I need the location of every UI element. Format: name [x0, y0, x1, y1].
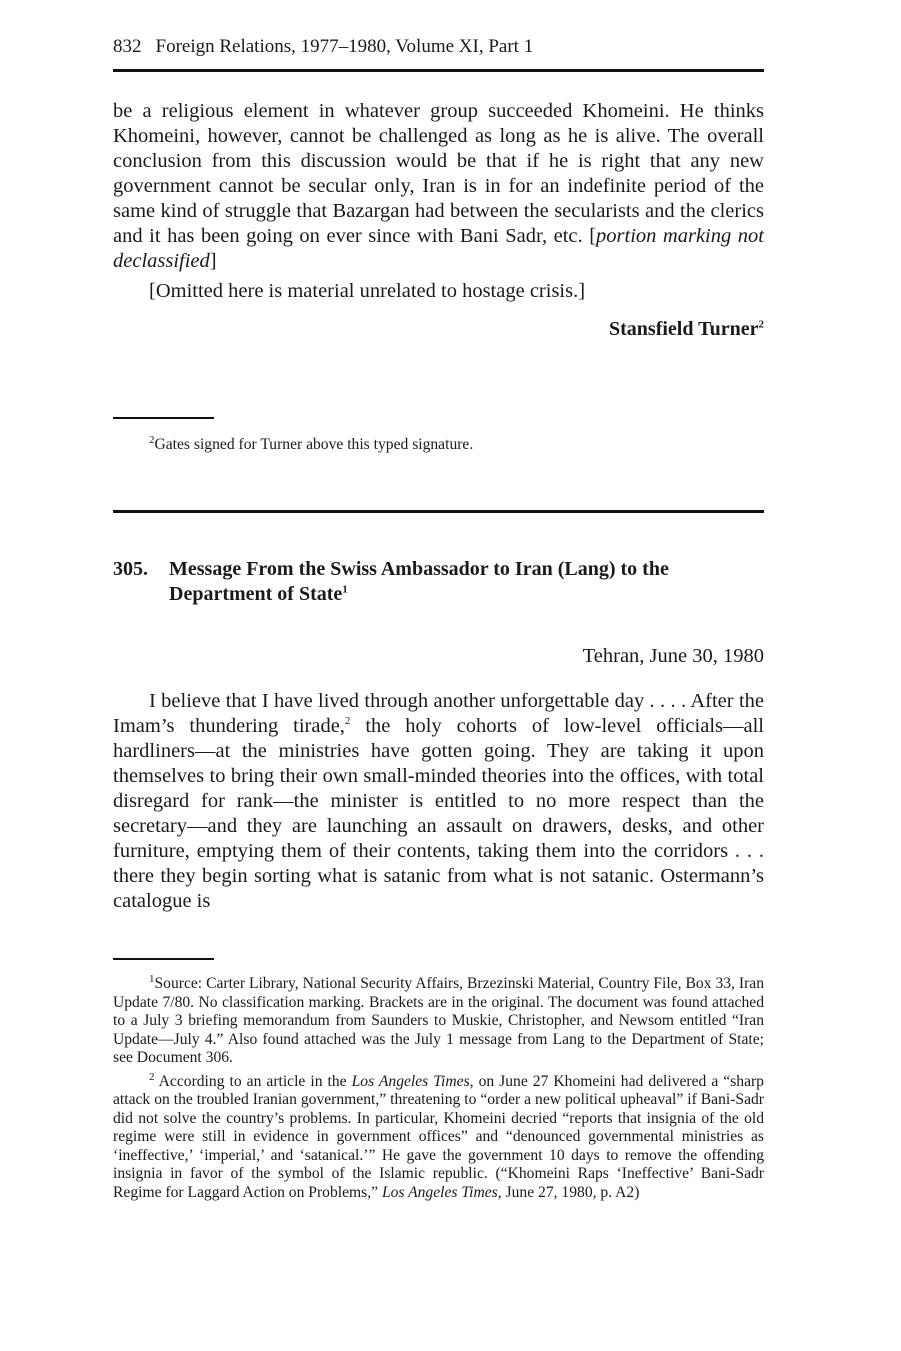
signature-footnote-ref[interactable]: 2: [758, 318, 764, 331]
title-footnote-ref[interactable]: 1: [342, 583, 348, 596]
document-heading: [113, 557, 764, 607]
dateline: Tehran, June 30, 1980: [582, 645, 764, 667]
footnote-1: $^1$Source: Carter Library, National Security Affairs, Brzezinski Material, Country File, Box 33, Iran Update 7/80. No classification marking. Brackets are in the original. The document was found attached to a July 3 briefing memorandum from Saunders to Muskie, Christopher, and Newsom entitled “Iran Update—July 4.” Also found attached was the July 1 message from Lang to the Department of State; see Document 306.: [113, 972, 764, 1066]
header-rule: [113, 69, 764, 72]
document-paragraph: I believe that I have lived through another unforgettable day . . . . After the Imam’s thundering tirade,$^2$ the holy cohorts of low-level officials—all hardliners—at the ministries have gotten going. They are taking it upon themselves to bring their own small-minded theories into the offices, with total disregard for rank—the minister is entitled to no more respect than the secretary—and they are launching an assault on drawers, desks, and other furniture, emptying them of their contents, taking them into the corridors . . . there they begin sorting what is satanic from what is not satanic. Ostermann’s catalogue is: [113, 690, 764, 912]
signature: Stansfield Turner$^2$: [609, 318, 764, 340]
footnote: $^2$Gates signed for Turner above this typed signature.: [149, 433, 474, 453]
running-title: Foreign Relations, 1977–1980, Volume XI, Part 1: [155, 36, 534, 57]
document-title: Message From the Swiss Ambassador to Iran (Lang) to the Department of State: [169, 558, 669, 605]
prev-doc-paragraph: be a religious element in whatever group succeeded Khomeini. He thinks Khomeini, however, cannot be challenged as long as he is alive. The overall conclusion from this discussion would be that if he is right that any new government cannot be secular only, Iran is in for an indefinite period of the same kind of struggle that Bazargan had between the secularists and the clerics and it has been going on ever since with Bani Sadr, etc. [portion marking not declassified]: [113, 100, 764, 272]
document-separator-rule: [113, 510, 764, 513]
document-number: 305.: [113, 558, 148, 580]
running-header: [113, 36, 764, 58]
prev-doc-body: [113, 99, 764, 304]
prev-doc-footnotes: [113, 433, 764, 455]
omitted-note: [Omitted here is material unrelated to hostage crisis.]: [149, 280, 586, 302]
document-page: [113, 0, 764, 1351]
document-body: [113, 689, 764, 914]
document-footnotes: [113, 972, 764, 1202]
footnote-2: $^2$ According to an article in the Los Angeles Times, on June 27 Khomeini had delivered a “sharp attack on the troubled Iranian government,” threatening to “order a new political upheaval” if Bani-Sadr did not solve the country’s problems. In particular, Khomeini decried “reports that insignia of the old regime were still in evidence in government offices” and “denounced governmental ministries as ‘ineffective,’ ‘imperial,’ and ‘satanical.’” He gave the government 10 days to remove the offending insignia in favor of the symbol of the Islamic republic. (“Khomeini Raps ‘Ineffective’ Bani-Sadr Regime for Laggard Action on Problems,” Los Angeles Times, June 27, 1980, p. A2): [113, 1070, 764, 1201]
footnote-rule: [113, 958, 214, 960]
page-number: 832: [113, 36, 142, 57]
body-footnote-ref[interactable]: 2: [344, 715, 351, 728]
footnote-rule: [113, 417, 214, 419]
